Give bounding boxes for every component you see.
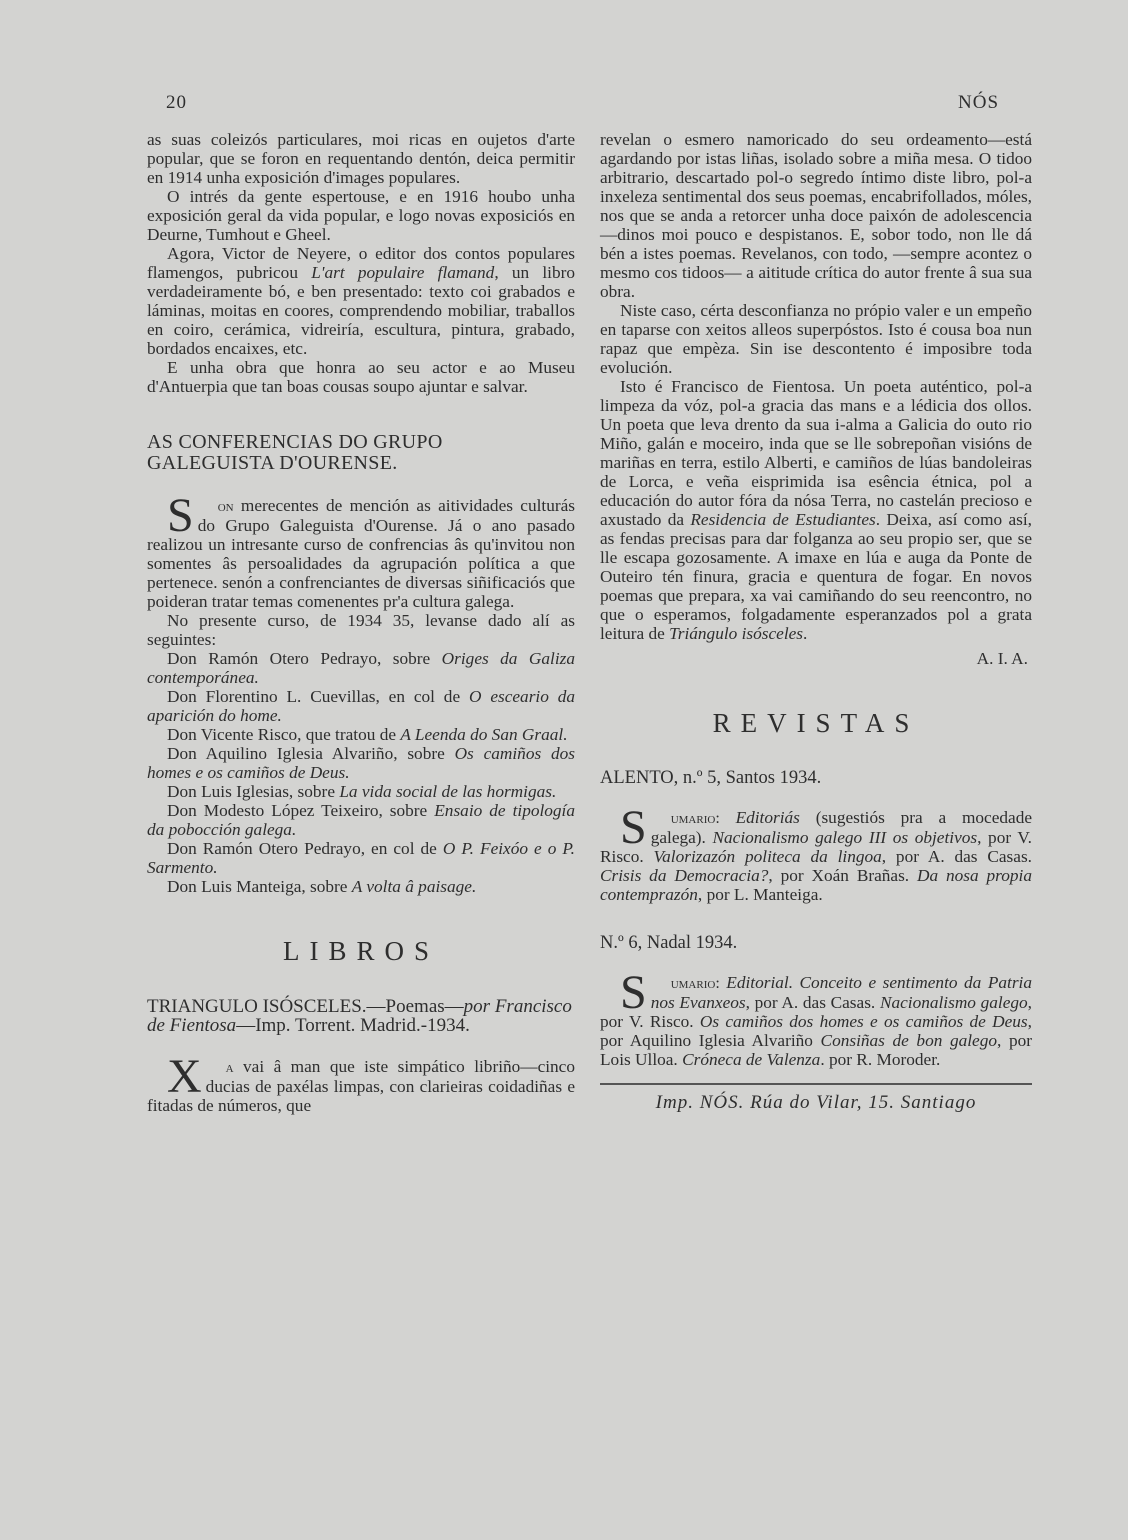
section-title-conferencias: AS CONFERENCIAS DO GRUPO GALEGUISTA D'OURENSE. (147, 431, 443, 474)
paragraph: S on merecentes de mención as aitividades culturás do Grupo Galeguista d'Ourense. Já o ano pasado realizou un intresante curso de confrencias âs qu'invitou non somentes âs persoalidades da agrupación política a que pertenece. senón a confrenciantes de diversas siñificaciós que poideran tratar temas comenentes pr'a cultura galega. (147, 489, 575, 611)
list-item: Don Luis Iglesias, sobre La vida social de las hormigas. (167, 782, 557, 801)
list-item: Don Florentino L. Cuevillas, en col de O esceario da aparición do home. (147, 687, 576, 725)
drop-cap: S (620, 966, 647, 1019)
signature: A. I. A. (976, 649, 1028, 668)
section-title-revistas: REVISTAS (712, 708, 920, 738)
book-heading: TRIANGULO ISÓSCELES.—Poemas—por Francisco de Fientosa—Imp. Torrent. Madrid.-1934. (147, 996, 572, 1036)
running-head: NÓS (958, 92, 1000, 113)
right-column (600, 130, 1032, 1112)
list-item: Don Aquilino Iglesia Alvariño, sobre Os camiños dos homes e os camiños de Deus. (147, 744, 575, 782)
list-item: Don Vicente Risco, que tratou de A Leenda do San Graal. (167, 725, 568, 744)
paragraph: E unha obra que honra ao seu actor e ao Museu d'Antuerpia que tan boas cousas soupo ajuntar e salvar. (147, 358, 575, 396)
lecture-list (147, 649, 575, 896)
left-column (147, 130, 575, 1115)
paragraph: S umario: Editoriás (sugestiós pra a mocedade galega). Nacionalismo galego III os objetivos, por V. Risco. Valorizazón politeca da lingoa, por A. das Casas. Crisis da Democracia?, por Xoán Brañas. Da nosa propia contemprazón, por L. Manteiga. (600, 801, 1033, 904)
list-item: Don Luis Manteiga, sobre A volta â paisage. (167, 877, 477, 896)
page-number: 20 (166, 92, 187, 113)
paragraph: X a vai â man que iste simpático libriño—cinco ducias de paxélas limpas, con clarieiras coidadiñas e fitadas de números, que (147, 1050, 575, 1115)
drop-cap: X (167, 1050, 202, 1103)
paragraph: No presente curso, de 1934 35, levanse dado alí as seguintes: (147, 611, 575, 649)
paragraph: Agora, Victor de Neyere, o editor dos contos populares flamengos, pubricou L'art populaire flamand, un libro verdadeiramente bó, e ben presentado: texto coi grabados e láminas, moitas en coores, comprendendo mobiliar, traballos en coiro, cerámica, vidreiría, escultura, pintura, grabado, bordados encaixes, etc. (147, 244, 575, 358)
imprint: Imp. NÓS. Rúa do Vilar, 15. Santiago (655, 1092, 977, 1113)
paragraph: as suas coleizós particulares, moi ricas en oujetos d'arte popular, que se foron en requentando dentón, deica permitir en 1914 unha exposición d'images populares. (147, 130, 575, 187)
paragraph: Isto é Francisco de Fientosa. Un poeta auténtico, pol-a limpeza da vóz, pol-a gracia das mans e a lédicia dos ollos. Un poeta que leva drento da sua i-alma a Galicia do outo rio Miño, galán e moceiro, inda que se lle sobrepoñan visións de mariñas en terra, estilo Alberti, e camiños de lúas bandoleiras de Lorca, e veña eisprimida isa esência étnica, pol a educación do autor fóra da nósa Terra, no castelán precioso e axustado da Residencia de Estudiantes. Deixa, así como así, as fendas precisas para dar folganza ao seu propio ser, que se lle escapa gozosamente. A imaxe en lúa e auga da Ponte de Outeiro tén finura, gracia e quentura de fogar. En novos poemas que prepara, xa vai camiñando do seu reencontro, no que o esperamos, folgadamente esperanzados pol a grata leitura de Triángulo isósceles. (600, 377, 1032, 643)
paragraph: S umario: Editorial. Conceito e sentimento da Patria nos Evanxeos, por A. das Casas. Nacionalismo galego, por V. Risco. Os camiños dos homes e os camiños de Deus, por Aquilino Iglesia Alvariño Consiñas de bon galego, por Lois Ulloa. Cróneca de Valenza. por R. Moroder. (600, 966, 1032, 1069)
issue-heading: ALENTO, n.º 5, Santos 1934. (600, 768, 822, 788)
drop-cap: S (167, 489, 194, 542)
divider (600, 1083, 1032, 1085)
issue-heading: N.º 6, Nadal 1934. (600, 933, 738, 953)
drop-cap: S (620, 801, 647, 854)
paragraph: revelan o esmero namoricado do seu ordeamento—está agardando por istas liñas, isolado sobre a miña mesa. O tidoo arbitrario, descartado pol-o segredo íntimo diste libro, pol-a inxeleza sentimental dos seus poemas, encabrifollados, móles, nos que se anda a retorcer unha doce paixón de adolescencia—dinos moi pouco e despistanos. E, sobor todo, non lle dá bén a istes poemas. Revelanos, con todo, —sempre acontez o mesmo cos tidoos— a aititude crítica do autor frente â sua sua obra. (600, 130, 1032, 301)
paragraph: Niste caso, cérta desconfianza no própio valer e un empeño en taparse con xeitos alleos superpóstos. Isto é cousa boa nun rapaz que empèza. Sin ise descontento é imposibre toda evolución. (600, 301, 1032, 377)
list-item: Don Ramón Otero Pedrayo, en col de O P. Feixóo e o P. Sarmento. (147, 839, 576, 877)
list-item: Don Modesto López Teixeiro, sobre Ensaio de tipología da pobocción galega. (147, 801, 575, 839)
section-title-libros: LIBROS (282, 936, 440, 966)
paragraph: O intrés da gente espertouse, e en 1916 houbo unha exposición geral da vida popular, e logo novas exposiciós en Deurne, Tumhout e Gheel. (147, 187, 575, 244)
list-item: Don Ramón Otero Pedrayo, sobre Origes da Galiza contemporánea. (147, 649, 575, 687)
